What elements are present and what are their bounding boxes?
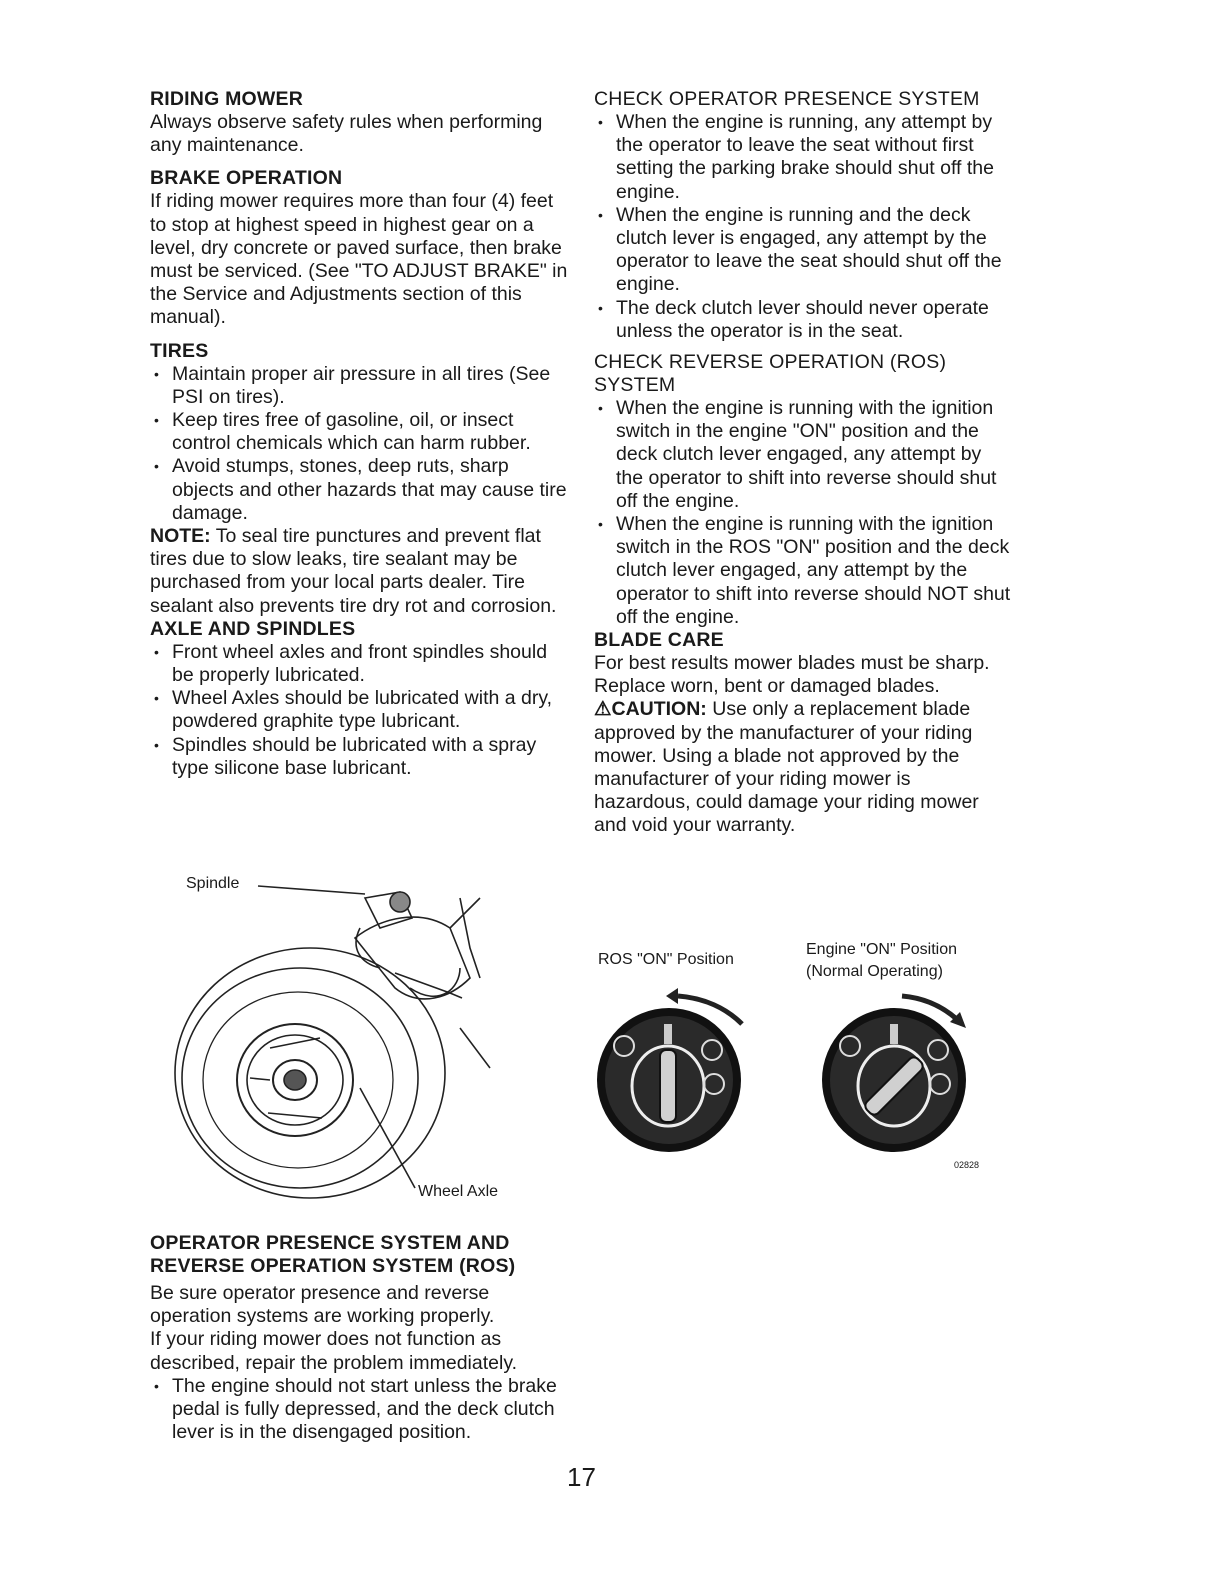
- reverse-heading: CHECK REVERSE OPERATION (ROS) SYSTEM: [594, 351, 947, 397]
- list-item: • When the engine is running with the ignition switch in the engine "ON" position and the deck clutch lever engaged, any attempt by the operator to shift into reverse should shut off the engine.: [594, 397, 1012, 513]
- ignition-dials: [594, 938, 1014, 1188]
- ops-body-2: If your riding mower does not function as described, repair the problem immediately.: [150, 1328, 518, 1374]
- list-item: • When the engine is running and the deck clutch lever is engaged, any attempt by the operator to leave the seat should shut off the engine.: [594, 204, 1012, 297]
- engine-on-label-line1: Engine "ON" Position: [806, 941, 957, 958]
- engine-dial-icon: [822, 996, 966, 1152]
- blade-heading: BLADE CARE: [594, 629, 724, 652]
- blade-caution: [594, 698, 1012, 837]
- list-item: • When the engine is running with the ignition switch in the ROS "ON" position and the deck clutch lever engaged, any attempt by the operator to shift into reverse should NOT shut off the engine.: [594, 513, 1012, 629]
- tire-note: [150, 525, 568, 618]
- axle-heading: AXLE AND SPINDLES: [150, 617, 356, 640]
- wheel-spindle-figure: [150, 868, 570, 1208]
- ops-heading-line2: REVERSE OPERATION SYSTEM (ROS): [150, 1255, 516, 1277]
- left-column: [150, 88, 568, 780]
- engine-on-label-line2: (Normal Operating): [806, 963, 943, 980]
- tires-heading: TIRES: [150, 339, 209, 362]
- list-item: • Maintain proper air pressure in all tires (See PSI on tires).: [150, 363, 568, 409]
- list-item: • Wheel Axles should be lubricated with a dry, powdered graphite type lubricant.: [150, 687, 568, 733]
- warning-triangle-icon: ⚠: [594, 698, 612, 721]
- ops-section: [150, 1232, 568, 1444]
- ros-dial-icon: [597, 988, 742, 1152]
- ros-on-label: ROS "ON" Position: [598, 951, 734, 968]
- ops-list: [150, 1375, 568, 1445]
- list-item: • Front wheel axles and front spindles should be properly lubricated.: [150, 641, 568, 687]
- axle-list: [150, 641, 568, 780]
- reverse-list: [594, 397, 1012, 629]
- ops-body-1: Be sure operator presence and reverse operation systems are working properly.: [150, 1282, 495, 1328]
- page-number: 17: [567, 1462, 596, 1492]
- list-item: • Avoid stumps, stones, deep ruts, sharp objects and other hazards that may cause tire damage.: [150, 455, 568, 525]
- brake-heading: BRAKE OPERATION: [150, 167, 343, 190]
- list-item: • The engine should not start unless the brake pedal is fully depressed, and the deck clutch lever is in the disengaged position.: [150, 1375, 568, 1445]
- wheel-illustration: [150, 868, 570, 1208]
- riding-mower-body: Always observe safety rules when performing any maintenance.: [150, 111, 543, 157]
- note-label: NOTE:: [150, 525, 211, 548]
- riding-mower-heading: RIDING MOWER: [150, 88, 303, 110]
- caution-text: Use only a replacement blade approved by the manufacturer of your riding mower. Using a blade not approved by the manufacturer of your riding mower is hazardous, could damage your riding mower and void your warranty.: [594, 698, 979, 837]
- list-item: • Keep tires free of gasoline, oil, or insect control chemicals which can harm rubber.: [150, 409, 568, 455]
- wheel-axle-label: Wheel Axle: [418, 1183, 499, 1200]
- brake-body: If riding mower requires more than four (4) feet to stop at highest speed in highest gear on a level, dry concrete or paved surface, then brake must be serviced. (See "TO ADJUST BRAKE" in the Service and Adjustments section of this manual).: [150, 190, 568, 329]
- spindle-label: Spindle: [186, 875, 240, 892]
- ignition-switch-figure: [594, 938, 1014, 1188]
- list-item: • The deck clutch lever should never operate unless the operator is in the seat.: [594, 297, 1012, 343]
- figure-code: 02828: [954, 1160, 980, 1170]
- tires-list: [150, 363, 568, 525]
- note-text: To seal tire punctures and prevent flat tires due to slow leaks, tire sealant may be purchased from your local parts dealer. Tire sealant also prevents tire dry rot and corrosion.: [150, 525, 557, 617]
- caution-label: ⚠CAUTION:: [594, 698, 707, 721]
- list-item: • When the engine is running, any attempt by the operator to leave the seat without first setting the parking brake should shut off the engine.: [594, 111, 1012, 204]
- right-column: [594, 88, 1012, 838]
- presence-heading: CHECK OPERATOR PRESENCE SYSTEM: [594, 88, 980, 110]
- list-item: • Spindles should be lubricated with a spray type silicone base lubricant.: [150, 734, 568, 780]
- blade-body: For best results mower blades must be sharp. Replace worn, bent or damaged blades.: [594, 652, 990, 698]
- presence-list: [594, 111, 1012, 343]
- ops-heading-line1: OPERATOR PRESENCE SYSTEM AND: [150, 1232, 510, 1254]
